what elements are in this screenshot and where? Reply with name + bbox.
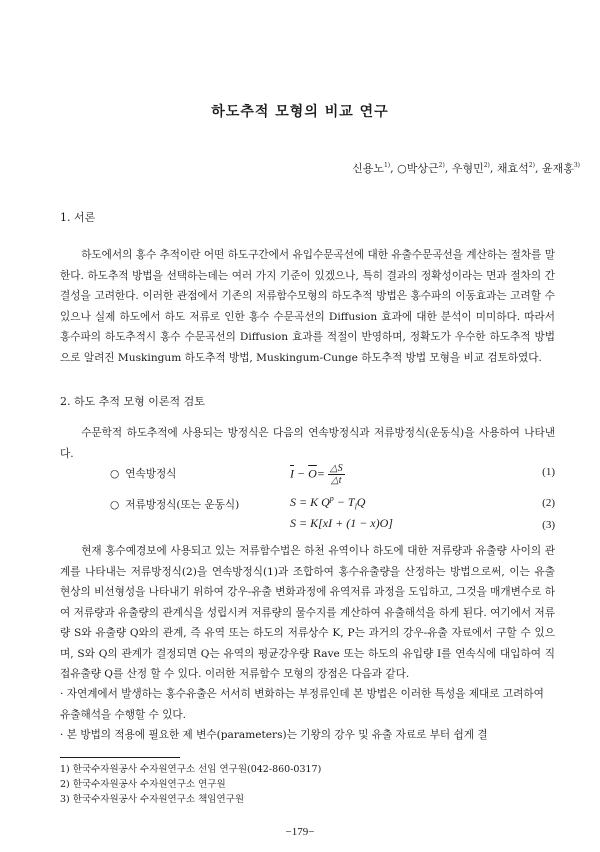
equation-number: (1) bbox=[542, 466, 555, 478]
list-item: · 자연계에서 발생하는 홍수유출은 서서히 변화하는 부정류인데 본 방법은 이러한 특성을 제대로 고려하여 유출해석을 수행할 수 있다. bbox=[60, 688, 544, 721]
footnote: 1) 한국수자원공사 수자원연구소 선임 연구원(042-860-0317) bbox=[60, 764, 322, 775]
paper-title: 하도추적 모형의 비교 연구 bbox=[211, 104, 389, 120]
section-heading-introduction: 1. 서론 bbox=[60, 211, 96, 224]
author-presenter: ○박상근$^{2)}$ bbox=[397, 162, 445, 175]
equation-muskingum bbox=[60, 516, 555, 538]
equation-continuity bbox=[60, 463, 555, 485]
equation-label: 연속방정식 bbox=[125, 468, 177, 480]
fraction: $\frac{\triangle S}{\triangle t}$ bbox=[329, 463, 343, 486]
circle-bullet-icon: ○ bbox=[110, 499, 120, 511]
footnote-divider bbox=[60, 757, 180, 758]
author: 우형민$^{2)}$ bbox=[451, 162, 490, 175]
equation-storage bbox=[60, 494, 555, 516]
equation-body: S = K[xI + (1 − x)O] bbox=[290, 516, 393, 530]
section-heading-theory: 2. 하도 추적 모형 이론적 검토 bbox=[60, 395, 205, 408]
footnote: 3) 한국수자원공사 수자원연구소 책임연구원 bbox=[60, 794, 244, 805]
equation-body: S = K $Q^p - T_lQ$ bbox=[290, 494, 366, 512]
author: 신용노$^{1)}$ bbox=[352, 162, 391, 175]
theory-intro-paragraph: 수문학적 하도추적에 사용되는 방정식은 다음의 연속방정식과 저류방정식(운동식)을 사용하여 나타낸다. bbox=[60, 427, 555, 460]
author-list: 신용노$^{1)}$, ○박상근$^{2)}$, 우형민$^{2)}$, 채효석$^{2)}$, 윤재홍$^{3)}$ bbox=[352, 162, 580, 175]
equation-number: (2) bbox=[542, 497, 555, 509]
circle-bullet-icon: ○ bbox=[110, 468, 120, 480]
list-item: · 본 방법의 적용에 필요한 제 변수(parameters)는 기왕의 강우 및 유출 자료로 부터 쉽게 결 bbox=[60, 729, 488, 741]
footnote: 2) 한국수자원공사 수자원연구소 연구원 bbox=[60, 779, 226, 790]
equation-body: $\overline{I} - \overline{O}=$ $\frac{\triangle S}{\triangle t}$ bbox=[290, 463, 343, 486]
equation-number: (3) bbox=[542, 519, 555, 531]
equation-label: 저류방정식(또는 운동식) bbox=[125, 499, 240, 511]
page-number: −179− bbox=[285, 826, 315, 838]
introduction-paragraph: 하도에서의 홍수 추적이란 어떤 하도구간에서 유입수문곡선에 대한 유출수문곡선을 계산하는 절차를 말한다. 하도추적 방법을 선택하는데는 여러 가지 기준이 있겠으나, 특히 결과의 정확성이라는 면과 절차의 간결성을 고려한다. 이러한 관점에서 기존의 저류함수모형의 하도추적 방법은 홍수파의 이동효과는 고려할 수 있으나 실제 하도에서 하도 저류로 인한 홍수 수문곡선의 Diffusion 효과에 대한 분석이 미미하다. 따라서 홍수파의 하도추적시 홍수 수문곡선의 Diffusion 효과를 적절이 반영하며, 정확도가 우수한 하도추적 방법으로 알려진 Muskingum 하도추적 방법, Muskingum-Cunge 하도추적 방법 모형을 비교 검토하였다. bbox=[60, 249, 555, 364]
author: 윤재홍$^{3)}$ bbox=[541, 162, 580, 175]
storage-function-paragraph: 현재 홍수예경보에 사용되고 있는 저류함수법은 하천 유역이나 하도에 대한 저류량과 유출량 사이의 관계를 나타내는 저류방정식(2)을 연속방정식(1)과 조합하여 홍수유출량을 산정하는 방법으로써, 이는 유출 현상의 비선형성을 나타내기 위하여 강우-유출 변화과정에 유역저류 과정을 도입하고, 그것을 매개변수로 하여 저류량과 유출량의 관계식을 성립시켜 저류량의 물수지를 계산하여 유출해석을 하게 된다. 여기에서 저류량 S와 유출량 Q와의 관계, 즉 유역 또는 하도의 저류상수 K, P는 과거의 강우-유출 자료에서 구할 수 있으며, S와 Q의 관계가 결정되면 Q는 유역의 평균강우량 Rave 또는 하도의 유입량 I를 연속식에 대입하여 직접유출량 Q를 산정 할 수 있다. 이러한 저류함수 모형의 장점은 다음과 같다. bbox=[60, 545, 555, 680]
author: 채효석$^{2)}$ bbox=[496, 162, 535, 175]
